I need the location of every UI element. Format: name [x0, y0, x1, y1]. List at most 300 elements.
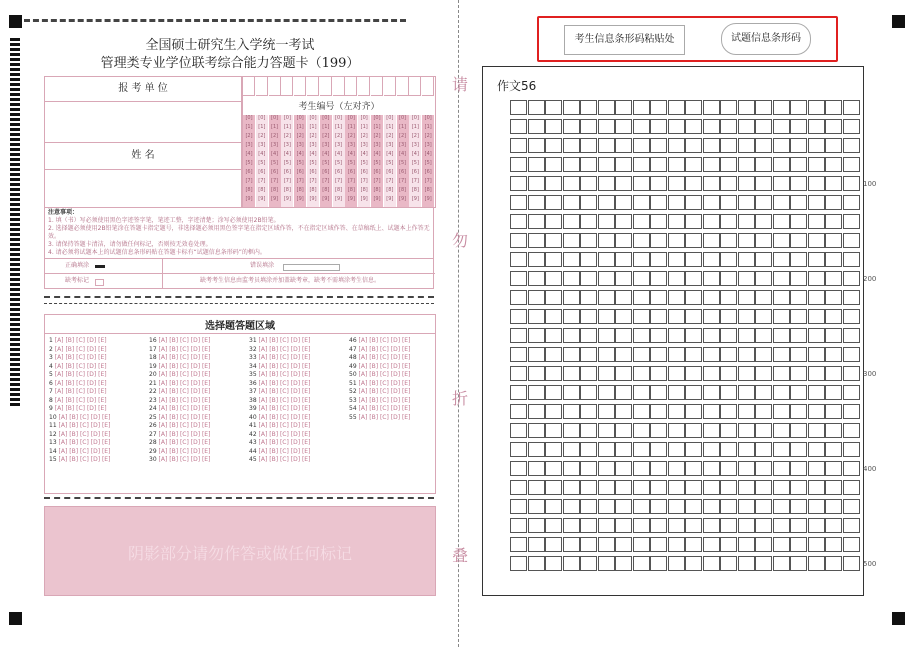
essay-cell[interactable] [563, 423, 580, 438]
essay-cell[interactable] [580, 176, 597, 191]
choice-option[interactable]: [B] [269, 388, 280, 395]
choice-option[interactable]: [E] [201, 396, 211, 404]
exam-number-bubble[interactable]: [4] [322, 151, 330, 157]
choice-option[interactable]: [E] [98, 337, 107, 344]
choice-option[interactable]: [C] [179, 447, 191, 455]
essay-cell[interactable] [808, 385, 825, 400]
choice-option[interactable]: [E] [98, 396, 107, 404]
essay-cell[interactable] [755, 461, 772, 476]
choice-option[interactable]: [E] [401, 354, 411, 361]
essay-cell[interactable] [650, 366, 667, 381]
essay-cell[interactable] [598, 556, 615, 571]
choice-option[interactable]: [C] [279, 413, 291, 421]
essay-cell[interactable] [668, 233, 685, 248]
essay-cell[interactable] [685, 138, 702, 153]
essay-cell[interactable] [615, 423, 632, 438]
choice-option[interactable]: [E] [101, 430, 111, 438]
choice-option[interactable]: [B] [169, 388, 180, 395]
essay-cell[interactable] [773, 233, 790, 248]
exam-number-bubble[interactable]: [4] [296, 151, 304, 157]
choice-option[interactable]: [D] [290, 345, 302, 353]
choice-option[interactable]: [B] [65, 345, 77, 353]
essay-cell[interactable] [510, 138, 527, 153]
essay-cell[interactable] [528, 518, 545, 533]
choice-option[interactable]: [A] [158, 345, 170, 353]
exam-number-bubble[interactable]: [9] [322, 196, 330, 202]
choice-option[interactable]: [B] [269, 371, 280, 378]
essay-cell[interactable] [738, 385, 755, 400]
essay-cell[interactable] [685, 347, 702, 362]
essay-cell[interactable] [528, 100, 545, 115]
essay-cell[interactable] [738, 290, 755, 305]
exam-number-bubble[interactable]: [1] [335, 124, 343, 130]
exam-number-bubble[interactable]: [3] [373, 142, 381, 148]
choice-option[interactable]: [D] [290, 456, 302, 463]
choice-option[interactable]: [D] [390, 337, 402, 344]
choice-option[interactable]: [B] [65, 354, 77, 361]
essay-cell[interactable] [755, 271, 772, 286]
choice-option[interactable]: [A] [58, 439, 70, 446]
essay-cell[interactable] [825, 518, 842, 533]
choice-option[interactable]: [D] [290, 354, 302, 361]
essay-cell[interactable] [615, 328, 632, 343]
essay-cell[interactable] [843, 328, 860, 343]
choice-option[interactable]: [A] [358, 362, 370, 370]
choice-option[interactable]: [B] [369, 396, 380, 404]
exam-number-cell[interactable] [422, 77, 434, 96]
essay-cell[interactable] [825, 385, 842, 400]
essay-cell[interactable] [528, 366, 545, 381]
essay-cell[interactable] [580, 442, 597, 457]
essay-cell[interactable] [773, 119, 790, 134]
essay-cell[interactable] [580, 366, 597, 381]
choice-option[interactable]: [E] [301, 362, 311, 370]
essay-cell[interactable] [773, 176, 790, 191]
essay-cell[interactable] [755, 518, 772, 533]
choice-option[interactable]: [C] [76, 354, 87, 361]
essay-cell[interactable] [738, 157, 755, 172]
essay-cell[interactable] [615, 138, 632, 153]
essay-cell[interactable] [790, 537, 807, 552]
choice-option[interactable]: [E] [401, 388, 411, 395]
exam-number-bubble[interactable]: [7] [309, 178, 317, 184]
choice-option[interactable]: [D] [290, 422, 302, 429]
exam-number-bubble[interactable]: [8] [245, 187, 253, 193]
essay-cell[interactable] [650, 309, 667, 324]
essay-cell[interactable] [755, 499, 772, 514]
essay-cell[interactable] [528, 537, 545, 552]
essay-cell[interactable] [825, 442, 842, 457]
exam-number-bubble[interactable]: [3] [296, 142, 304, 148]
essay-cell[interactable] [668, 480, 685, 495]
exam-number-bubble[interactable]: [4] [424, 151, 432, 157]
choice-option[interactable]: [A] [358, 345, 370, 353]
essay-cell[interactable] [790, 157, 807, 172]
essay-cell[interactable] [528, 442, 545, 457]
essay-cell[interactable] [633, 404, 650, 419]
essay-cell[interactable] [668, 385, 685, 400]
choice-option[interactable]: [C] [379, 345, 391, 353]
choice-option[interactable]: [A] [258, 413, 270, 421]
choice-option[interactable]: [B] [169, 337, 180, 344]
exam-number-bubble[interactable]: [9] [373, 196, 381, 202]
choice-option[interactable]: [D] [86, 388, 99, 395]
essay-cell[interactable] [703, 119, 720, 134]
choice-option[interactable]: [B] [169, 354, 180, 361]
essay-cell[interactable] [668, 176, 685, 191]
essay-cell[interactable] [633, 556, 650, 571]
essay-cell[interactable] [668, 366, 685, 381]
exam-number-bubble[interactable]: [9] [271, 196, 279, 202]
exam-number-bubble[interactable]: [4] [258, 151, 266, 157]
essay-cell[interactable] [755, 328, 772, 343]
essay-cell[interactable] [633, 138, 650, 153]
exam-number-bubble[interactable]: [5] [258, 160, 266, 166]
essay-cell[interactable] [825, 556, 842, 571]
essay-cell[interactable] [545, 442, 562, 457]
essay-cell[interactable] [563, 157, 580, 172]
essay-cell[interactable] [563, 385, 580, 400]
choice-option[interactable]: [D] [86, 405, 99, 412]
choice-option[interactable]: [E] [98, 388, 107, 395]
choice-option[interactable]: [C] [379, 371, 391, 378]
exam-number-bubble[interactable]: [8] [360, 187, 368, 193]
essay-cell[interactable] [843, 480, 860, 495]
exam-number-bubble[interactable]: [9] [309, 196, 317, 202]
choice-option[interactable]: [C] [179, 354, 191, 361]
essay-cell[interactable] [808, 537, 825, 552]
essay-cell[interactable] [790, 214, 807, 229]
choice-option[interactable]: [C] [79, 430, 91, 438]
essay-cell[interactable] [580, 385, 597, 400]
essay-cell[interactable] [563, 119, 580, 134]
choice-option[interactable]: [C] [179, 345, 191, 353]
choice-option[interactable]: [C] [279, 345, 291, 353]
essay-cell[interactable] [843, 461, 860, 476]
choice-option[interactable]: [A] [54, 362, 66, 370]
choice-option[interactable]: [D] [390, 379, 402, 387]
essay-cell[interactable] [773, 537, 790, 552]
essay-cell[interactable] [615, 537, 632, 552]
choice-option[interactable]: [A] [158, 447, 170, 455]
essay-cell[interactable] [615, 518, 632, 533]
essay-cell[interactable] [668, 499, 685, 514]
choice-option[interactable]: [A] [158, 388, 170, 395]
essay-cell[interactable] [720, 309, 737, 324]
choice-option[interactable]: [B] [169, 447, 180, 455]
choice-option[interactable]: [D] [190, 337, 202, 344]
exam-number-bubble[interactable]: [1] [386, 124, 394, 130]
exam-number-bubble[interactable]: [1] [309, 124, 317, 130]
essay-cell[interactable] [755, 423, 772, 438]
choice-option[interactable]: [D] [390, 388, 402, 395]
essay-cell[interactable] [755, 385, 772, 400]
essay-cell[interactable] [773, 252, 790, 267]
choice-option[interactable]: [E] [301, 388, 311, 395]
essay-cell[interactable] [633, 366, 650, 381]
choice-option[interactable]: [A] [158, 354, 170, 361]
exam-number-bubble[interactable]: [1] [347, 124, 355, 130]
exam-number-bubble[interactable]: [4] [283, 151, 291, 157]
choice-option[interactable]: [C] [279, 447, 291, 455]
choice-option[interactable]: [C] [279, 456, 291, 463]
exam-number-bubble[interactable]: [5] [271, 160, 279, 166]
exam-number-bubble[interactable]: [3] [411, 142, 419, 148]
paper-barcode-slot[interactable]: 试题信息条形码 [721, 23, 811, 55]
essay-cell[interactable] [808, 290, 825, 305]
choice-option[interactable]: [A] [54, 337, 66, 344]
choice-option[interactable]: [A] [58, 422, 70, 429]
choice-option[interactable]: [D] [90, 422, 102, 429]
essay-cell[interactable] [685, 556, 702, 571]
essay-cell[interactable] [563, 309, 580, 324]
essay-cell[interactable] [755, 480, 772, 495]
essay-cell[interactable] [563, 537, 580, 552]
essay-cell[interactable] [668, 290, 685, 305]
essay-cell[interactable] [790, 176, 807, 191]
exam-number-bubble[interactable]: [0] [245, 115, 253, 121]
exam-number-cell[interactable] [307, 77, 319, 96]
essay-cell[interactable] [685, 537, 702, 552]
essay-cell[interactable] [545, 347, 562, 362]
essay-cell[interactable] [633, 233, 650, 248]
exam-number-bubble[interactable]: [9] [386, 196, 394, 202]
exam-number-cell[interactable] [333, 77, 345, 96]
choice-option[interactable]: [E] [301, 396, 311, 404]
exam-number-bubble[interactable]: [2] [283, 133, 291, 139]
exam-number-bubble[interactable]: [9] [245, 196, 253, 202]
essay-cell[interactable] [720, 138, 737, 153]
choice-option[interactable]: [D] [190, 354, 202, 361]
exam-number-bubble[interactable]: [2] [296, 133, 304, 139]
essay-cell[interactable] [545, 309, 562, 324]
choice-option[interactable]: [E] [401, 405, 411, 412]
essay-cell[interactable] [773, 442, 790, 457]
essay-cell[interactable] [790, 442, 807, 457]
choice-option[interactable]: [C] [179, 371, 191, 378]
choice-option[interactable]: [B] [269, 379, 280, 387]
choice-option[interactable]: [A] [258, 388, 270, 395]
essay-cell[interactable] [720, 233, 737, 248]
choice-option[interactable]: [A] [358, 379, 370, 387]
essay-cell[interactable] [738, 461, 755, 476]
choice-option[interactable]: [E] [401, 396, 411, 404]
essay-cell[interactable] [563, 138, 580, 153]
exam-number-bubble[interactable]: [2] [373, 133, 381, 139]
essay-cell[interactable] [633, 214, 650, 229]
choice-option[interactable]: [B] [69, 430, 80, 438]
choice-option[interactable]: [A] [358, 337, 370, 344]
exam-number-cell[interactable] [294, 77, 306, 96]
essay-cell[interactable] [650, 328, 667, 343]
essay-cell[interactable] [720, 518, 737, 533]
essay-cell[interactable] [738, 271, 755, 286]
choice-option[interactable]: [E] [401, 413, 411, 421]
choice-option[interactable]: [E] [201, 362, 211, 370]
choice-option[interactable]: [D] [390, 405, 402, 412]
essay-cell[interactable] [598, 100, 615, 115]
essay-cell[interactable] [755, 442, 772, 457]
choice-option[interactable]: [A] [158, 422, 170, 429]
choice-option[interactable]: [A] [258, 337, 270, 344]
exam-number-bubble[interactable]: [0] [322, 115, 330, 121]
exam-number-bubble[interactable]: [2] [411, 133, 419, 139]
choice-option[interactable]: [C] [79, 456, 91, 463]
essay-cell[interactable] [510, 233, 527, 248]
essay-cell[interactable] [738, 423, 755, 438]
choice-option[interactable]: [A] [58, 447, 70, 455]
exam-number-bubble[interactable]: [7] [245, 178, 253, 184]
choice-option[interactable]: [B] [369, 413, 380, 421]
choice-option[interactable]: [A] [358, 354, 370, 361]
essay-cell[interactable] [528, 556, 545, 571]
choice-option[interactable]: [C] [76, 345, 87, 353]
choice-option[interactable]: [B] [269, 430, 280, 438]
exam-number-bubble[interactable]: [9] [296, 196, 304, 202]
choice-option[interactable]: [C] [379, 413, 391, 421]
essay-cell[interactable] [738, 195, 755, 210]
essay-cell[interactable] [843, 119, 860, 134]
essay-cell[interactable] [528, 404, 545, 419]
choice-option[interactable]: [D] [390, 396, 402, 404]
essay-cell[interactable] [773, 328, 790, 343]
essay-cell[interactable] [528, 480, 545, 495]
exam-number-bubble[interactable]: [2] [335, 133, 343, 139]
essay-cell[interactable] [528, 499, 545, 514]
essay-cell[interactable] [720, 176, 737, 191]
exam-number-bubble[interactable]: [9] [424, 196, 432, 202]
essay-cell[interactable] [790, 518, 807, 533]
essay-cell[interactable] [633, 119, 650, 134]
essay-cell[interactable] [843, 385, 860, 400]
exam-number-bubble[interactable]: [5] [424, 160, 432, 166]
essay-cell[interactable] [843, 366, 860, 381]
essay-cell[interactable] [755, 537, 772, 552]
essay-cell[interactable] [703, 176, 720, 191]
essay-cell[interactable] [563, 290, 580, 305]
exam-number-bubble[interactable]: [4] [411, 151, 419, 157]
exam-number-bubble[interactable]: [8] [386, 187, 394, 193]
exam-number-bubble[interactable]: [8] [347, 187, 355, 193]
essay-cell[interactable] [685, 423, 702, 438]
essay-cell[interactable] [615, 461, 632, 476]
choice-option[interactable]: [C] [79, 447, 91, 455]
essay-cell[interactable] [598, 366, 615, 381]
essay-cell[interactable] [755, 252, 772, 267]
essay-cell[interactable] [650, 404, 667, 419]
essay-cell[interactable] [615, 214, 632, 229]
choice-option[interactable]: [B] [369, 388, 380, 395]
essay-cell[interactable] [720, 366, 737, 381]
exam-number-bubble[interactable]: [7] [411, 178, 419, 184]
choice-option[interactable]: [C] [379, 388, 391, 395]
essay-cell[interactable] [528, 290, 545, 305]
essay-cell[interactable] [598, 423, 615, 438]
essay-cell[interactable] [790, 347, 807, 362]
choice-option[interactable]: [B] [169, 430, 180, 438]
exam-number-bubble[interactable]: [4] [373, 151, 381, 157]
essay-cell[interactable] [598, 499, 615, 514]
choice-option[interactable]: [B] [65, 362, 77, 370]
choice-option[interactable]: [C] [279, 371, 291, 378]
essay-cell[interactable] [510, 385, 527, 400]
essay-cell[interactable] [825, 499, 842, 514]
essay-cell[interactable] [790, 138, 807, 153]
exam-number-bubble[interactable]: [6] [296, 169, 304, 175]
essay-cell[interactable] [633, 290, 650, 305]
essay-cell[interactable] [738, 252, 755, 267]
choice-option[interactable]: [A] [258, 362, 270, 370]
essay-cell[interactable] [615, 271, 632, 286]
essay-cell[interactable] [773, 480, 790, 495]
exam-number-bubble[interactable]: [5] [399, 160, 407, 166]
exam-number-bubble[interactable]: [2] [347, 133, 355, 139]
choice-option[interactable]: [E] [201, 413, 211, 421]
essay-cell[interactable] [773, 518, 790, 533]
exam-number-bubble[interactable]: [8] [258, 187, 266, 193]
exam-number-bubble[interactable]: [6] [399, 169, 407, 175]
exam-number-bubble[interactable]: [2] [322, 133, 330, 139]
choice-option[interactable]: [D] [190, 388, 202, 395]
essay-cell[interactable] [703, 518, 720, 533]
essay-cell[interactable] [633, 157, 650, 172]
essay-cell[interactable] [738, 556, 755, 571]
essay-cell[interactable] [563, 518, 580, 533]
essay-cell[interactable] [650, 138, 667, 153]
exam-number-bubble[interactable]: [2] [245, 133, 253, 139]
essay-cell[interactable] [510, 480, 527, 495]
choice-option[interactable]: [A] [158, 430, 170, 438]
exam-number-bubble[interactable]: [3] [309, 142, 317, 148]
choice-option[interactable]: [D] [290, 439, 302, 446]
essay-cell[interactable] [790, 119, 807, 134]
essay-cell[interactable] [703, 252, 720, 267]
essay-cell[interactable] [668, 442, 685, 457]
essay-cell[interactable] [598, 195, 615, 210]
essay-cell[interactable] [790, 556, 807, 571]
essay-cell[interactable] [773, 404, 790, 419]
essay-cell[interactable] [545, 176, 562, 191]
essay-cell[interactable] [580, 157, 597, 172]
exam-number-bubble[interactable]: [7] [296, 178, 304, 184]
essay-cell[interactable] [615, 442, 632, 457]
choice-option[interactable]: [D] [190, 345, 202, 353]
essay-cell[interactable] [738, 138, 755, 153]
choice-option[interactable]: [C] [79, 439, 91, 446]
choice-option[interactable]: [E] [301, 345, 311, 353]
essay-cell[interactable] [843, 100, 860, 115]
choice-option[interactable]: [D] [90, 456, 102, 463]
essay-cell[interactable] [755, 138, 772, 153]
essay-cell[interactable] [528, 328, 545, 343]
essay-cell[interactable] [598, 271, 615, 286]
essay-cell[interactable] [790, 271, 807, 286]
exam-number-bubble[interactable]: [9] [399, 196, 407, 202]
essay-cell[interactable] [528, 176, 545, 191]
exam-number-bubble[interactable]: [0] [335, 115, 343, 121]
essay-cell[interactable] [633, 100, 650, 115]
essay-cell[interactable] [685, 442, 702, 457]
choice-option[interactable]: [D] [390, 362, 402, 370]
essay-cell[interactable] [738, 499, 755, 514]
essay-cell[interactable] [545, 157, 562, 172]
exam-number-bubble[interactable]: [2] [424, 133, 432, 139]
essay-cell[interactable] [650, 290, 667, 305]
choice-option[interactable]: [D] [190, 430, 202, 438]
essay-cell[interactable] [528, 423, 545, 438]
essay-cell[interactable] [843, 537, 860, 552]
exam-number-bubble[interactable]: [3] [283, 142, 291, 148]
